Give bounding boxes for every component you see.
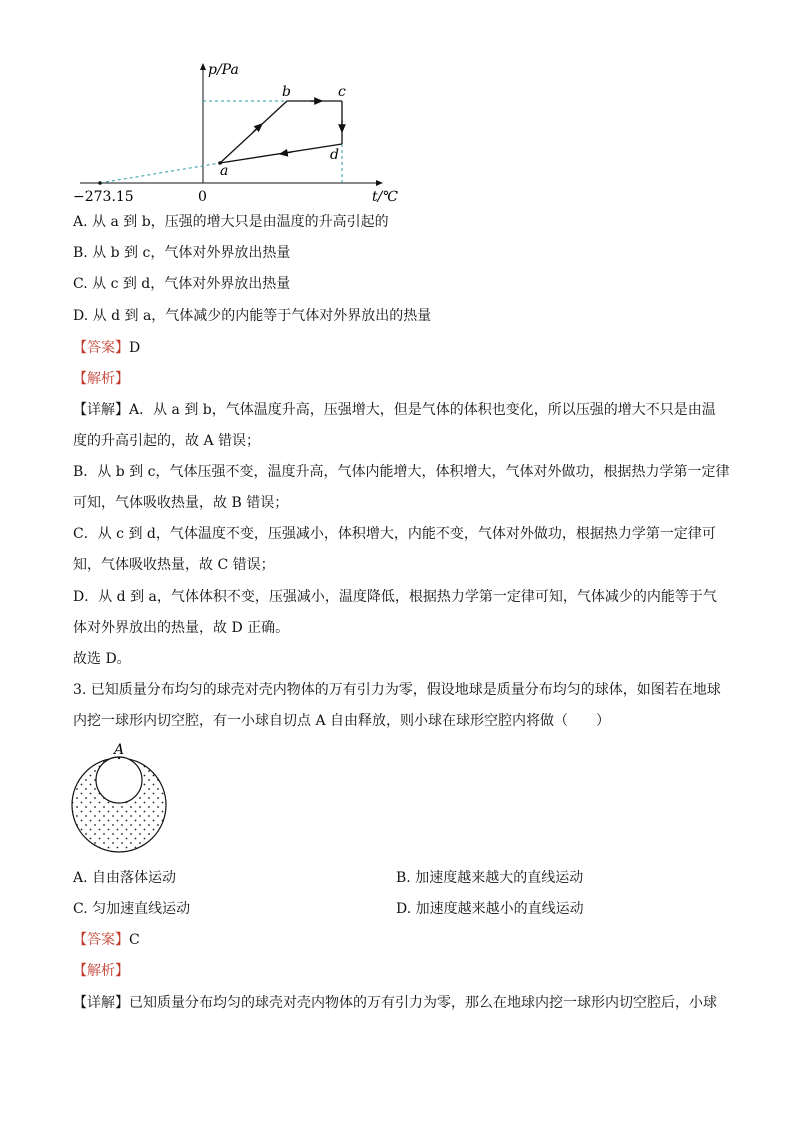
- origin-label: 0: [198, 189, 207, 205]
- q2-answer-value: D: [129, 340, 141, 356]
- q2-option-b: B. 从 b 到 c，气体对外界放出热量: [73, 245, 291, 261]
- sphere-cavity-figure: [66, 742, 176, 854]
- q3-answer: [73, 930, 140, 950]
- neg-temp-label: −273.15: [73, 189, 134, 205]
- q2-detail-line: D．从 d 到 a，气体体积不变，压强减小，温度降低，根据热力学第一定律可知，气体减少的内能等于气: [73, 589, 717, 605]
- x-axis-label: t/℃: [372, 189, 399, 205]
- q3-option-c: C. 匀加速直线运动: [73, 901, 191, 917]
- q2-detail-line: C．从 c 到 d，气体温度不变，压强减小，体积增大，内能不变，气体对外做功，根据热力学第一定律可: [73, 526, 716, 542]
- arrow-ab: [253, 124, 262, 132]
- q3-detail-line: 【详解】已知质量分布均匀的球壳对壳内物体的万有引力为零，那么在地球内挖一球形内切空腔后，小球: [73, 995, 717, 1011]
- q2-option-d: D. 从 d 到 a，气体减少的内能等于气体对外界放出的热量: [73, 308, 432, 324]
- q2-detail-line: 知，气体吸收热量，故 C 错误；: [73, 557, 275, 573]
- cavity-outline: [96, 757, 142, 803]
- label-a: a: [220, 163, 229, 179]
- p-t-diagram: [60, 58, 400, 208]
- point-A-label: A: [114, 742, 125, 758]
- q2-analysis-label: 【解析】: [73, 371, 129, 387]
- q2-detail-line: 度的升高引起的，故 A 错误；: [73, 433, 261, 449]
- q2-answer-label: 【答案】: [73, 340, 129, 356]
- q2-option-c: C. 从 c 到 d，气体对外界放出热量: [73, 276, 291, 292]
- q2-detail-line: B．从 b 到 c，气体压强不变，温度升高，气体内能增大，体积增大，气体对外做功，根据热力学第一定律: [73, 464, 730, 480]
- q3-option-b: B. 加速度越来越大的直线运动: [396, 870, 584, 886]
- label-c: c: [338, 84, 346, 100]
- extrapolation-line: [100, 163, 220, 183]
- label-d: d: [330, 147, 339, 163]
- q2-detail-line: 可知，气体吸收热量，故 B 错误；: [73, 495, 289, 511]
- q2-detail-line: 【详解】A．从 a 到 b，气体温度升高，压强增大，但是气体的体积也变化，所以压强的增大不只是由温: [73, 402, 716, 418]
- q3-stem: 内挖一球形内切空腔，有一小球自切点 A 自由释放，则小球在球形空腔内将做（ ）: [73, 713, 611, 729]
- q3-answer-value: C: [129, 932, 140, 948]
- q3-answer-label: 【答案】: [73, 932, 129, 948]
- q2-conclusion: 故选 D。: [73, 651, 131, 667]
- q3-analysis-label: 【解析】: [73, 963, 129, 979]
- q3-option-a: A. 自由落体运动: [73, 870, 177, 886]
- y-axis-label: p/Pa: [208, 62, 239, 78]
- q2-detail-line: 体对外界放出的热量，故 D 正确。: [73, 620, 290, 636]
- label-b: b: [282, 84, 291, 100]
- q3-option-d: D. 加速度越来越小的直线运动: [396, 901, 584, 917]
- q2-answer: [73, 338, 140, 358]
- q2-option-a: A. 从 a 到 b，压强的增大只是由温度的升高引起的: [73, 214, 389, 230]
- neg-temp-point: [98, 181, 102, 185]
- q3-stem: 3. 已知质量分布均匀的球壳对壳内物体的万有引力为零，假设地球是质量分布均匀的球体，如图若在地球: [73, 682, 721, 698]
